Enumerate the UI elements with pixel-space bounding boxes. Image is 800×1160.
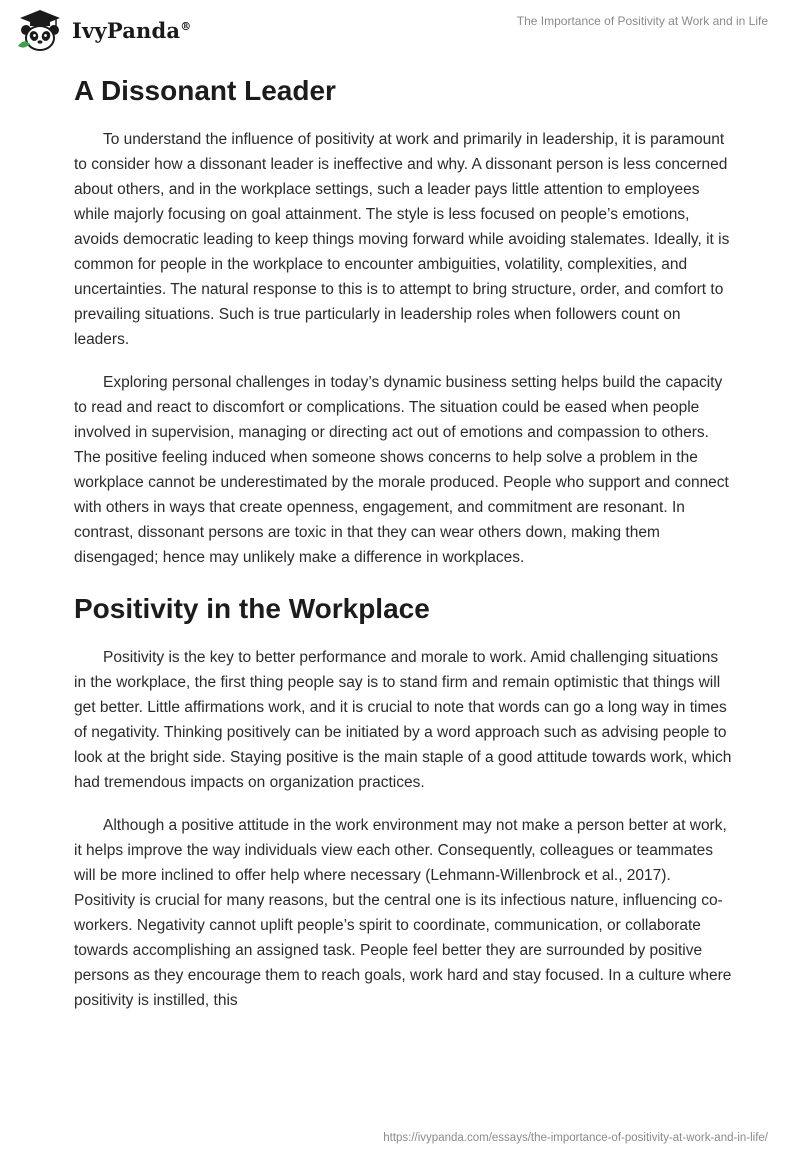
document-title: The Importance of Positivity at Work and in Life — [516, 14, 768, 28]
page-header — [0, 0, 800, 60]
paragraph: Although a positive attitude in the work environment may not make a person better at work, it helps improve the way individuals view each other. Consequently, colleagues or teammates will be more inclined to offer help where necessary (Lehmann-Willenbrock et al., 2017). Positivity is crucial for many reasons, but the central one is its infectious nature, influencing co-workers. Negativity cannot uplift people’s spirit to coordinate, communication, or collaborate towards accomplishing an assigned task. People feel better they are surrounded by positive persons as they encourage them to reach goals, work hard and stay focused. In a culture where positivity is instilled, this — [74, 817, 732, 1009]
section-heading: Positivity in the Workplace — [74, 593, 430, 624]
panda-graduate-icon — [16, 8, 64, 52]
paragraph: Positivity is the key to better performance and morale to work. Amid challenging situations in the workplace, the first thing people say is to stand firm and remain optimistic that things will get better. Little affirmations work, and it is crucial to note that words can go a long way in times of negativity. Thinking positively can be initiated by a word approach such as advising people to look at the bright side. Staying positive is the main staple of a good attitude towards work, which had tremendous impacts on organization practices. — [74, 649, 732, 791]
source-url[interactable]: https://ivypanda.com/essays/the-importance-of-positivity-at-work-and-in-life/ — [383, 1132, 768, 1144]
paragraph: To understand the influence of positivity at work and primarily in leadership, it is paramount to consider how a dissonant leader is ineffective and why. A dissonant person is less concerned about others, and in the workplace settings, such a leader pays little attention to employees while majorly focusing on goal attainment. The style is less focused on people’s emotions, avoids democratic leading to keep things moving forward while avoiding stalemates. Ideally, it is common for people in the workplace to encounter ambiguities, volatility, complexities, and uncertainties. The natural response to this is to attempt to bring structure, order, and comfort to prevailing situations. Such is true particularly in leadership roles when followers count on leaders. — [74, 131, 730, 348]
paragraph: Exploring personal challenges in today’s dynamic business setting helps build the capacity to read and react to discomfort or complications. The situation could be eased when people involved in supervision, managing or directing act out of emotions and compassion to others. The positive feeling induced when someone shows concerns to help solve a problem in the workplace cannot be underestimated by the morale produced. People who support and connect with others in ways that create openness, engagement, and commitment are resonant. In contrast, dissonant persons are toxic in that they can wear others down, making them disengaged; hence may unlikely make a difference in workplaces. — [74, 374, 729, 566]
ivypanda-logo[interactable] — [16, 8, 191, 52]
essay-body — [74, 66, 734, 1013]
section-heading: A Dissonant Leader — [74, 75, 336, 106]
brand-name: IvyPanda® — [72, 17, 192, 43]
